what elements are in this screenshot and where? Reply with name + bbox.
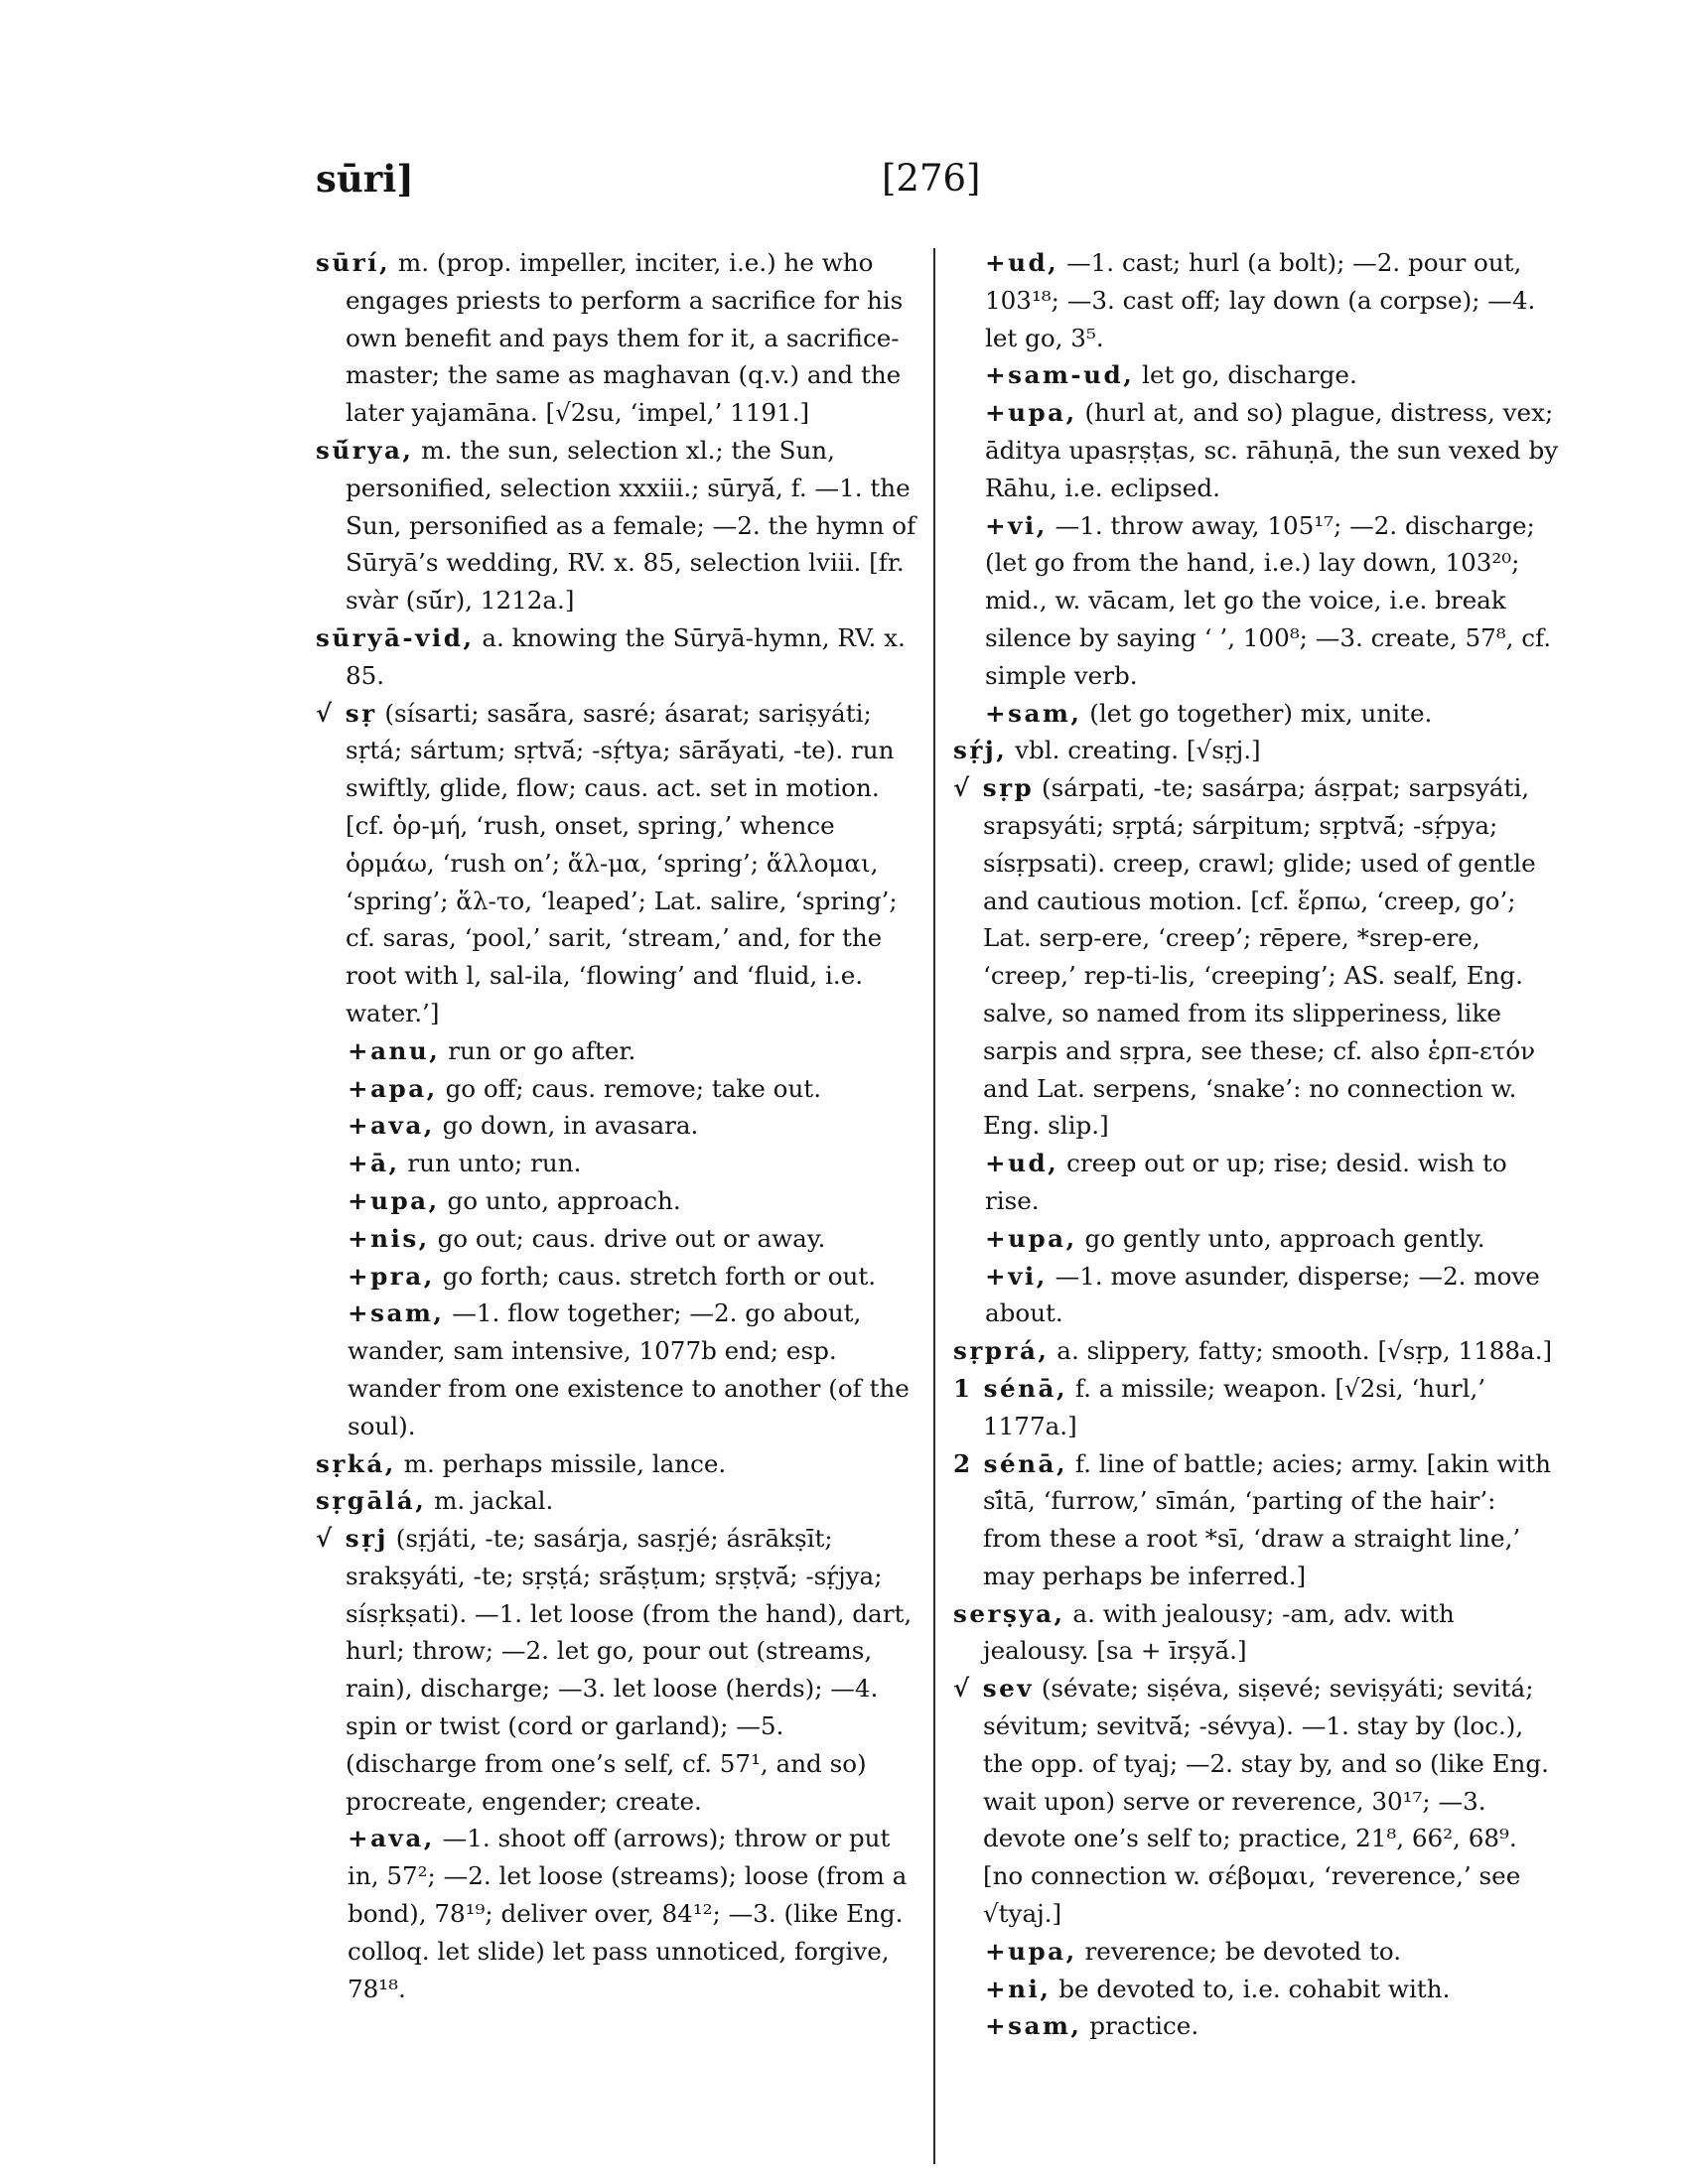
page-number: [276]: [882, 157, 981, 200]
sub-entry: [316, 1258, 921, 1296]
entry-definition: (hurl at, and so) plague, distress, vex; āditya upasṛṣṭas, sc. rāhuṇā, the sun vexed by Rāhu, i.e. eclipsed.: [985, 398, 1559, 502]
entry-headword: +nis,: [348, 1223, 430, 1253]
dictionary-entry: [953, 1445, 1559, 1595]
dictionary-entry: [953, 769, 1559, 1145]
entry-definition: a. slippery, fatty; smooth. [√sṛp, 1188a.]: [1049, 1336, 1553, 1366]
entry-definition: —1. shoot off (arrows); throw or put in, 57²; —2. let loose (streams); loose (from a bond), 78¹⁹; deliver over, 84¹²; —3. (like Eng. colloq. let slide) let pass unnoticed, forgive, 78¹⁸.: [348, 1824, 908, 2003]
entry-definition: a. with jealousy; -am, adv. with jealousy. [sa + īrṣyā́.]: [983, 1598, 1455, 1666]
sub-entry: [316, 1107, 921, 1145]
entry-definition: run or go after.: [440, 1035, 636, 1065]
sub-entry: [953, 1933, 1559, 1971]
entry-headword: sṛká,: [316, 1448, 396, 1478]
entry-definition: go off; caus. remove; take out.: [437, 1073, 822, 1103]
entry-definition: f. line of battle; acies; army. [akin with sī́tā, ‘furrow,’ sīmán, ‘parting of the hair’: from these a root *sī, ‘draw a straight line,’ may perhaps be inferred.]: [983, 1448, 1551, 1590]
entry-headword: +anu,: [348, 1035, 441, 1065]
entry-headword: +apa,: [348, 1073, 438, 1103]
entry-definition: be devoted to, i.e. cohabit with.: [1051, 1974, 1451, 2003]
entry-definition: m. jackal.: [426, 1486, 554, 1516]
entry-headword: +sam,: [348, 1298, 445, 1328]
entry-definition: (sísarti; sasā́ra, sasré; ásarat; sariṣyáti; sṛtá; sártum; sṛtvā́; -sṛ́tya; sārā́yati, -te). run swiftly, glide, flow; caus. act. set in motion. [cf. ὁρ-μή, ‘rush, onset, spring,’ whence ὁρμάω, ‘rush on’; ἅλ-μα, ‘spring’; ἅλλομαι, ‘spring’; ἅλ-το, ‘leaped’; Lat. salire, ‘spring’; cf. saras, ‘pool,’ sarit, ‘stream,’ and, for the root with l, sal-ila, ‘flowing’ and ‘fluid, i.e. water.’]: [346, 698, 898, 1027]
sub-entry: [316, 1182, 921, 1220]
entry-headword: +upa,: [985, 1223, 1077, 1253]
entry-headword: +sam,: [985, 698, 1082, 728]
dictionary-entry: [316, 1445, 921, 1483]
entry-definition: (sévate; siṣéva, siṣevé; seviṣyáti; sevitá; sévitum; sevitvā́; -sévya). —1. stay by (loc.), the opp. of tyaj; —2. stay by, and so (like Eng. wait upon) serve or reverence, 30¹⁷; —3. devote one’s self to; practice, 21⁸, 66², 68⁹. [no connection w. σέβομαι, ‘reverence,’ see √tyaj.]: [983, 1674, 1549, 1929]
sub-entry: [953, 1220, 1559, 1258]
entry-headword: +upa,: [348, 1185, 440, 1215]
entry-definition: m. (prop. impeller, inciter, i.e.) he who engages priests to perform a sacrifice for his own benefit and pays them for it, a sacrifice-master; the same as maghavan (q.v.) and the later yajamāna. [√2su, ‘impel,’ 1191.]: [346, 248, 904, 428]
entry-headword: sṛprá,: [953, 1336, 1050, 1366]
entry-headword: √ sṛ: [316, 698, 377, 728]
entry-headword: +ni,: [985, 1974, 1052, 2003]
entry-definition: —1. cast; hurl (a bolt); —2. pour out, 103¹⁸; —3. cast off; lay down (a corpse); —4. let go, 3⁵.: [985, 248, 1536, 352]
entry-definition: —1. throw away, 105¹⁷; —2. discharge; (let go from the hand, i.e.) lay down, 103²⁰; mid., w. vācam, let go the voice, i.e. break silence by saying ‘ ’, 100⁸; —3. create, 57⁸, cf. simple verb.: [985, 510, 1552, 690]
entry-headword: +vi,: [985, 510, 1048, 540]
entry-headword: sṛ́j,: [953, 736, 1008, 765]
dictionary-entry: [953, 1670, 1559, 1933]
entry-headword: 1 sénā,: [953, 1373, 1068, 1403]
sub-entry: [953, 1145, 1559, 1220]
sub-entry: [953, 394, 1559, 506]
dictionary-entry: [316, 244, 921, 432]
dictionary-entry: [953, 1595, 1559, 1671]
sub-entry: [953, 244, 1559, 356]
sub-entry: [953, 507, 1559, 695]
sub-entry: [953, 356, 1559, 394]
entry-definition: vbl. creating. [√sṛj.]: [1007, 736, 1261, 765]
entry-headword: +ud,: [985, 1149, 1059, 1178]
entry-headword: +ā,: [348, 1149, 400, 1178]
entry-headword: +sam-ud,: [985, 360, 1135, 390]
entry-definition: let go, discharge.: [1134, 360, 1357, 390]
entry-headword: +pra,: [348, 1261, 435, 1291]
entry-definition: m. the sun, selection xl.; the Sun, personified, selection xxxiii.; sūryā́, f. —1. the Sun, personified as a female; —2. the hymn of Sūryā’s wedding, RV. x. 85, selection lviii. [fr. svàr (sū́r), 1212a.]: [346, 435, 916, 615]
entry-definition: go out; caus. drive out or away.: [429, 1223, 826, 1253]
sub-entry: [316, 1820, 921, 2007]
dictionary-entry: [953, 1370, 1559, 1445]
left-column: [316, 244, 921, 2007]
entry-definition: reverence; be devoted to.: [1076, 1936, 1402, 1966]
sub-entry: [316, 1070, 921, 1108]
entry-headword: +sam,: [985, 2011, 1082, 2041]
entry-definition: a. knowing the Sūryā-hymn, RV. x. 85.: [346, 622, 906, 690]
dictionary-entry: [953, 732, 1559, 769]
entry-headword: +upa,: [985, 398, 1077, 428]
sub-entry: [316, 1220, 921, 1258]
column-divider: [933, 248, 935, 2164]
sub-entry: [316, 1032, 921, 1070]
dictionary-entry: [316, 432, 921, 619]
entry-headword: sṛgālá,: [316, 1486, 427, 1516]
entry-headword: +vi,: [985, 1261, 1048, 1291]
dictionary-entry: [316, 695, 921, 1032]
entry-headword: serṣya,: [953, 1598, 1065, 1628]
sub-entry: [953, 1258, 1559, 1333]
entry-headword: sūrí,: [316, 248, 391, 277]
sub-entry: [953, 695, 1559, 733]
entry-headword: √ sev: [953, 1674, 1035, 1704]
entry-headword: +ud,: [985, 248, 1059, 277]
entry-definition: run unto; run.: [399, 1149, 582, 1178]
dictionary-entry: [316, 619, 921, 695]
entry-headword: 2 sénā,: [953, 1448, 1068, 1478]
entry-definition: —1. flow together; —2. go about, wander, sam intensive, 1077b end; esp. wander from one existence to another (of the soul).: [348, 1298, 910, 1440]
entry-definition: (sárpati, -te; sasárpa; ásṛpat; sarpsyáti, srapsyáti; sṛptá; sárpitum; sṛptvā́; -sṛ́pya; sísṛpsati). creep, crawl; glide; used of gentle and cautious motion. [cf. ἕρπω, ‘creep, go’; Lat. serp-ere, ‘creep’; rēpere, *srep-ere, ‘creep,’ rep-ti-lis, ‘creeping’; AS. sealf, Eng. salve, so named from its slipperiness, like sarpis and sṛpra, see these; cf. also ἑρπ-ετόν and Lat. serpens, ‘snake’: no connection w. Eng. slip.]: [983, 773, 1536, 1141]
entry-headword: √ sṛp: [953, 773, 1035, 803]
entry-definition: —1. move asunder, disperse; —2. move about.: [985, 1261, 1540, 1328]
entry-definition: m. perhaps missile, lance.: [395, 1448, 727, 1478]
entry-definition: f. a missile; weapon. [√2si, ‘hurl,’ 1177a.]: [983, 1373, 1486, 1440]
dictionary-entry: [316, 1482, 921, 1520]
sub-entry: [953, 2007, 1559, 2045]
right-column: [953, 244, 1559, 2045]
entry-definition: creep out or up; rise; desid. wish to rise.: [985, 1149, 1507, 1215]
sub-entry: [316, 1295, 921, 1444]
entry-headword: +ava,: [348, 1824, 435, 1853]
entry-headword: √ sṛj: [316, 1524, 388, 1554]
running-head: sūri]: [316, 157, 414, 201]
entry-definition: (sṛjáti, -te; sasárja, sasṛjé; ásrākṣīt; srakṣyáti, -te; sṛṣṭá; srā́ṣṭum; sṛṣṭvā́; -sṛ́jya; sísṛkṣati). —1. let loose (from the hand), dart, hurl; throw; —2. let go, pour out (streams, rain), discharge; —3. let loose (herds); —4. spin or twist (cord or garland); —5. (discharge from one’s self, cf. 57¹, and so) procreate, engender; create.: [346, 1524, 913, 1816]
entry-headword: +ava,: [348, 1111, 435, 1141]
entry-definition: (let go together) mix, unite.: [1081, 698, 1433, 728]
entry-definition: go down, in avasara.: [434, 1111, 699, 1141]
entry-definition: go unto, approach.: [439, 1185, 681, 1215]
entry-definition: go forth; caus. stretch forth or out.: [434, 1261, 877, 1291]
entry-definition: practice.: [1081, 2011, 1199, 2041]
sub-entry: [953, 1971, 1559, 2008]
dictionary-entry: [316, 1520, 921, 1820]
page-header: [316, 157, 1368, 216]
entry-headword: sūryā-vid,: [316, 622, 475, 652]
entry-definition: go gently unto, approach gently.: [1076, 1223, 1485, 1253]
dictionary-entry: [953, 1332, 1559, 1370]
entry-headword: sū́rya,: [316, 435, 414, 465]
sub-entry: [316, 1145, 921, 1182]
entry-headword: +upa,: [985, 1936, 1077, 1966]
